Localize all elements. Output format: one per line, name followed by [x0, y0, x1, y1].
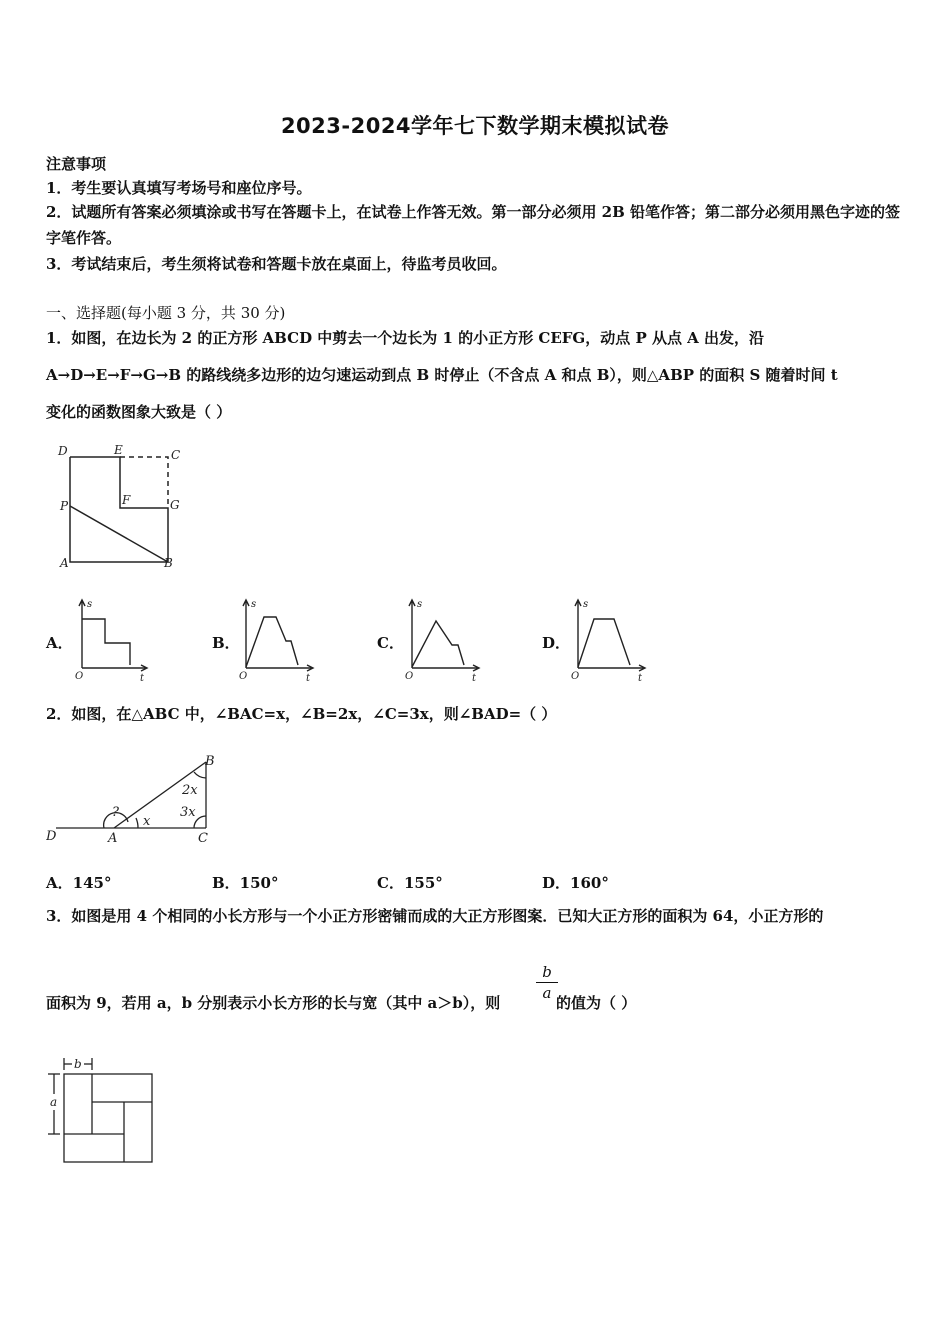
q1-option-d-graph[interactable]	[568, 595, 653, 685]
q2-label-b: B	[205, 754, 215, 769]
q1-text-line3: 变化的函数图象大致是（ ）	[46, 403, 232, 421]
q1-text-line1: 1．如图，在边长为 2 的正方形 ABCD 中剪去一个边长为 1 的小正方形 CEFG，动点 P 从点 A 出发，沿	[46, 329, 765, 347]
q1-square-figure	[50, 440, 190, 575]
axis-origin-label: O	[405, 671, 414, 682]
q2-label-c: C	[198, 831, 208, 846]
q1-polygon	[70, 457, 168, 562]
q1-option-c-label[interactable]: C．	[377, 634, 404, 652]
q1-option-a-label[interactable]: A．	[46, 634, 73, 652]
q1-option-c-graph[interactable]	[402, 595, 487, 685]
q2-label-question: ?	[112, 805, 119, 820]
q2-option-b[interactable]: B．150°	[212, 874, 279, 892]
q3-fraction-denominator: a	[542, 984, 552, 1002]
axis-t-label: t	[140, 673, 145, 684]
axis-origin-label: O	[239, 671, 248, 682]
section-heading: 一、选择题(每小题 3 分，共 30 分)	[46, 304, 286, 322]
q1-label-p: P	[60, 499, 69, 513]
q1-graph-d-curve	[578, 619, 630, 667]
q3-fraction-numerator: b	[542, 963, 552, 981]
q1-label-a: A	[60, 556, 69, 570]
q2-label-a: A	[108, 831, 118, 846]
q2-option-a[interactable]: A．145°	[46, 874, 112, 892]
q2-text: 2．如图，在△ABC 中，∠BAC=x，∠B=2x，∠C=3x，则∠BAD=（ ）	[46, 705, 557, 723]
q3-text-line1: 3．如图是用 4 个相同的小长方形与一个小正方形密铺而成的大正方形图案．已知大正方形的面积为 64，小正方形的	[46, 907, 824, 925]
q2-option-c[interactable]: C．155°	[377, 874, 443, 892]
q2-label-2x: 2x	[182, 783, 198, 798]
q1-label-f: F	[122, 493, 131, 507]
q1-text-line2: A→D→E→F→G→B 的路线绕多边形的边匀速运动到点 B 时停止（不含点 A 和点 B），则△ABP 的面积 S 随着时间 t	[46, 366, 838, 384]
q1-option-d-label[interactable]: D．	[542, 634, 571, 652]
q1-segment-pb	[70, 506, 168, 562]
q1-label-d: D	[58, 444, 68, 458]
page-title: 2023-2024学年七下数学期末模拟试卷	[280, 114, 670, 138]
q3-label-b: b	[74, 1057, 82, 1071]
q1-label-e: E	[114, 443, 123, 457]
q1-graph-c-curve	[412, 621, 464, 667]
q3-text-line2-pre: 面积为 9，若用 a，b 分别表示小长方形的长与宽（其中 a＞b），则	[46, 994, 501, 1012]
q3-text-line2-post: 的值为（ ）	[556, 994, 637, 1012]
notice-heading: 注意事项	[46, 155, 107, 173]
q1-option-b-graph[interactable]	[236, 595, 321, 685]
q2-triangle-figure	[46, 752, 226, 847]
notice-item-2: 2．试题所有答案必须填涂或书写在答题卡上，在试卷上作答无效。第一部分必须用 2B 铅笔作答；第二部分必须用黑色字迹的签字笔作答。	[46, 203, 901, 247]
axis-origin-label: O	[571, 671, 580, 682]
q3-fraction	[536, 962, 558, 1003]
q2-label-3x: 3x	[180, 805, 196, 820]
q3-label-a: a	[50, 1095, 58, 1109]
notice-item-1: 1．考生要认真填写考场号和座位序号。	[46, 179, 312, 197]
axis-s-label: s	[417, 599, 423, 610]
notice-item-3: 3．考试结束后，考生须将试卷和答题卡放在桌面上，待监考员收回。	[46, 255, 507, 273]
axis-s-label: s	[583, 599, 589, 610]
q1-label-b: B	[164, 556, 173, 570]
q1-label-c: C	[171, 448, 181, 462]
q2-label-x: x	[143, 814, 151, 829]
q1-label-g: G	[170, 498, 180, 512]
q1-graph-a-curve	[82, 619, 130, 665]
q3-rectangles-figure	[44, 1052, 164, 1167]
axis-origin-label: O	[75, 671, 84, 682]
q1-graph-b-curve	[246, 617, 298, 667]
axis-t-label: t	[306, 673, 311, 684]
axis-s-label: s	[251, 599, 257, 610]
q1-option-b-label[interactable]: B．	[212, 634, 240, 652]
axis-s-label: s	[87, 599, 93, 610]
axis-t-label: t	[472, 673, 477, 684]
axis-t-label: t	[638, 673, 643, 684]
q1-option-a-graph[interactable]	[70, 595, 155, 685]
q2-label-d: D	[46, 829, 57, 844]
q2-option-d[interactable]: D．160°	[542, 874, 609, 892]
